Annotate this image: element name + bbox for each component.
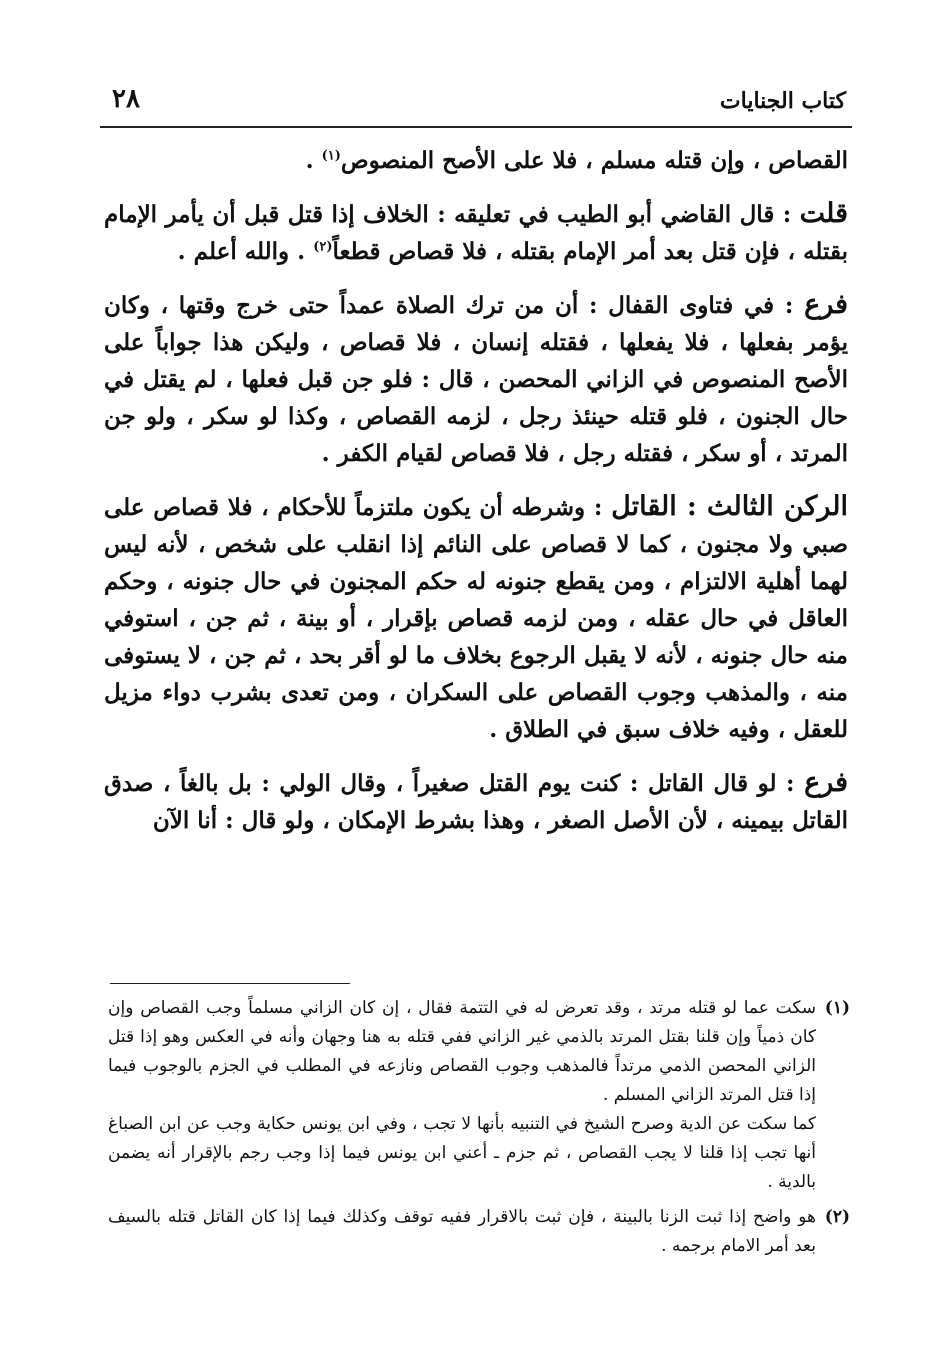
- page-header: [100, 84, 852, 124]
- footnote-1-number: (١): [824, 998, 850, 1018]
- footnote-1-text: سكت عما لو قتله مرتد ، وقد تعرض له في التتمة فقال ، إن كان الزاني مسلماً وجب القصاص وإن كان ذمياً وإن قلنا بقتل المرتد بالذمي غير الزاني ففي قتله به هنا وجهان وأنه في العكس وهو إذا قتل الزاني المحصن الذمي مرتداً فالمذهب وجوب القصاص ونازعه في المطلب في الجزم بالوجوب فيما إذا قتل المرتد الزاني المسلم .: [108, 998, 816, 1105]
- main-text: [104, 142, 848, 855]
- paragraph-1: [104, 142, 848, 179]
- paragraph-5: [104, 764, 848, 839]
- footnote-2-number: (٢): [824, 1207, 850, 1227]
- running-title: كتاب الجنايات: [719, 88, 846, 114]
- paragraph-3-text: : في فتاوى القفال : أن من ترك الصلاة عمداً حتى خرج وقتها ، وكان يؤمر بفعلها ، فلا يفعلها ، فقتله إنسان ، فلا قصاص ، وليكن هذا جواباً على الأصح المنصوص في الزاني المحصن ، قال : فلو جن قبل فعلها ، لم يقتل في حال الجنون ، فلو قتله حينئذ رجل ، لزمه القصاص ، وكذا لو سكر ، ولو جن المرتد ، أو سكر ، فقتله رجل ، فلا قصاص لقيام الكفر .: [104, 292, 848, 467]
- paragraph-1-text: القصاص ، وإن قتله مسلم ، فلا على الأصح المنصوص: [340, 147, 848, 174]
- page-number: ٢٨: [112, 84, 140, 114]
- paragraph-3-lead: فرع: [804, 289, 848, 320]
- footnote-2: [108, 1203, 850, 1261]
- paragraph-4-lead: الركن الثالث : القاتل: [611, 491, 848, 522]
- paragraph-4: [104, 488, 848, 748]
- footnote-1: [108, 994, 850, 1197]
- footnotes: [108, 994, 850, 1267]
- paragraph-5-text: : لو قال القاتل : كنت يوم القتل صغيراً ، وقال الولي : بل بالغاً ، صدق القاتل بيمينه ، لأن الأصل الصغر ، وهذا بشرط الإمكان ، ولو قال : أنا الآن: [104, 770, 848, 834]
- footnote-ref-1[interactable]: (١): [321, 148, 341, 164]
- paragraph-2: [104, 195, 848, 270]
- footnote-2-text: هو واضح إذا ثبت الزنا بالبينة ، فإن ثبت بالاقرار ففيه توقف وكذلك فيما إذا كان القاتل قتله بالسيف بعد أمر الامام برجمه .: [108, 1207, 816, 1256]
- paragraph-4-text: : وشرطه أن يكون ملتزماً للأحكام ، فلا قصاص على صبي ولا مجنون ، كما لا قصاص على النائم إذا انقلب على شخص ، لأنه ليس لهما أهلية الالتزام ، ومن يقطع جنونه له حكم المجنون في حال جنونه ، وحكم العاقل في حال عقله ، ومن لزمه قصاص بإقرار ، أو بينة ، ثم جن ، استوفي منه حال جنونه ، لأنه لا يقبل الرجوع بخلاف ما لو أقر بحد ، ثم جن ، لا يستوفى منه ، والمذهب وجوب القصاص على السكران ، ومن تعدى بشرب دواء مزيل للعقل ، وفيه خلاف سبق في الطلاق .: [104, 494, 848, 743]
- footnote-ref-2[interactable]: (٢): [313, 239, 333, 255]
- paragraph-1-end: .: [305, 147, 322, 174]
- footnote-1-text-continued: كما سكت عن الدية وصرح الشيخ في التنبيه بأنها لا تجب ، وفي ابن يونس حكاية وجب عن ابن الصباغ أنها تجب إذا قلنا لا يجب القصاص ، ثم جزم ـ أعني ابن يونس فيما إذا وجب رجم بالإقرار أنه يضمن بالدية .: [108, 1114, 816, 1192]
- footnote-2-body: [108, 1203, 816, 1261]
- paragraph-2-text-a: : قال القاضي أبو الطيب في تعليقه : الخلاف إذا قتل قبل أن يأمر الإمام بقتله ، فإن قتل بعد أمر الإمام بقتله ، فلا قصاص قطعاً: [104, 201, 848, 265]
- paragraph-3: [104, 286, 848, 472]
- header-rule: [100, 126, 852, 128]
- footnote-1-body: [108, 994, 816, 1197]
- paragraph-2-lead: قلت: [799, 198, 848, 229]
- paragraph-2-text-b: . والله أعلم .: [177, 238, 314, 265]
- footnote-rule: [110, 983, 350, 984]
- paragraph-5-lead: فرع: [804, 767, 848, 798]
